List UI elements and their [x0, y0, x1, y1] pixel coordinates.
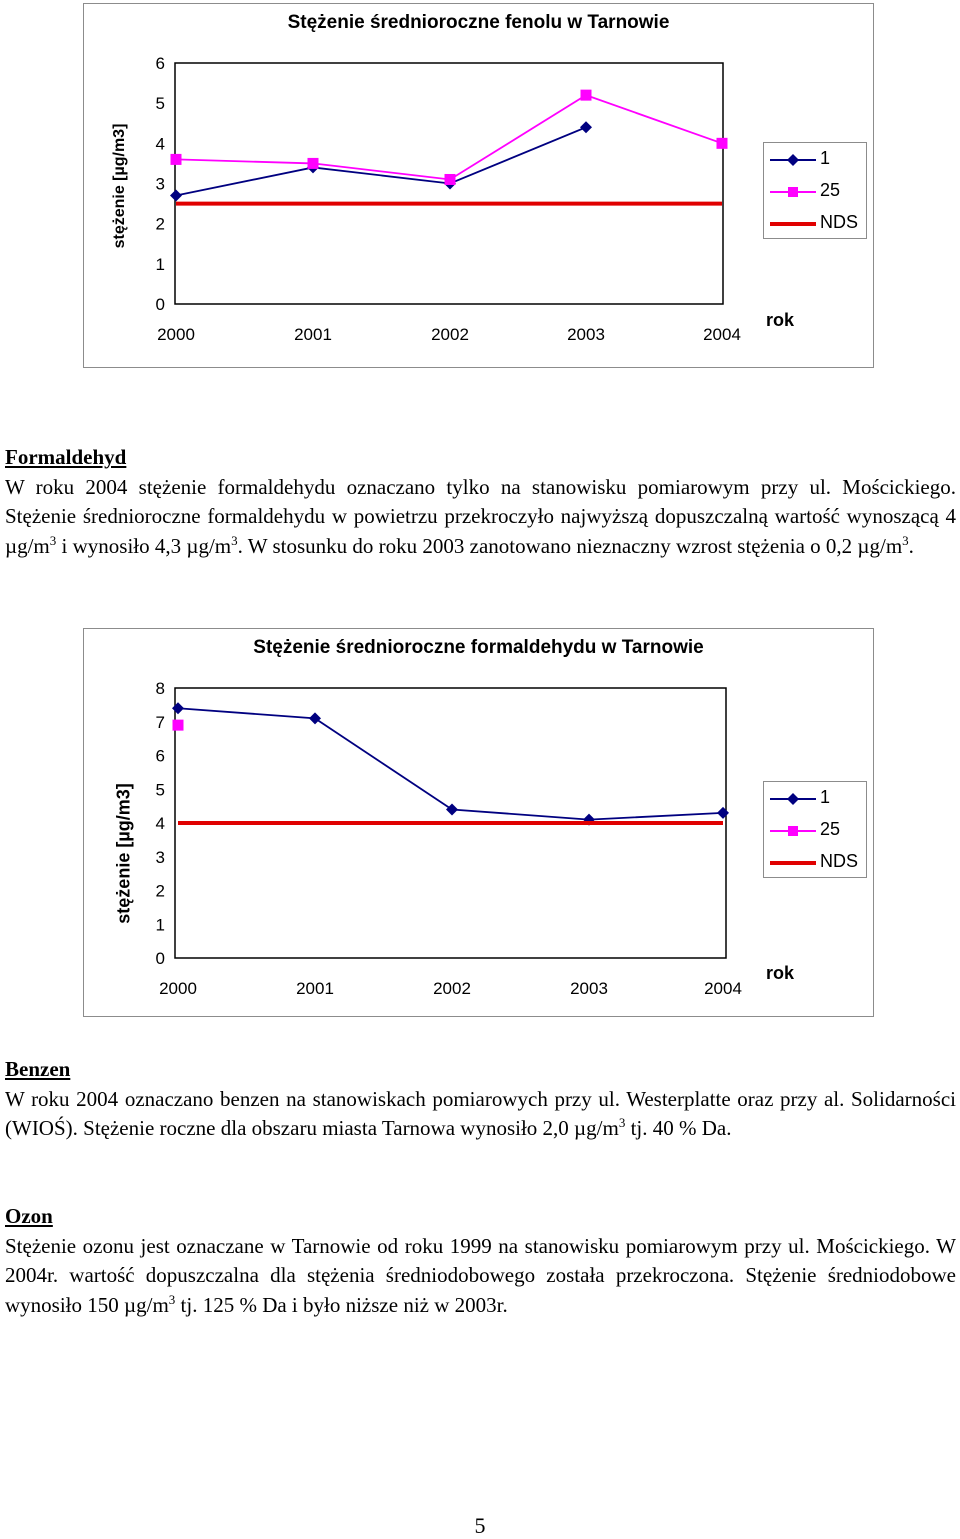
y-tick-label: 3: [155, 847, 165, 867]
x-tick-label: 2003: [567, 325, 605, 344]
paragraph-text: W roku 2004 oznaczano benzen na stanowiskach pomiarowych przy ul. Westerplatte oraz przy al. Solidarności (WIOŚ). Stężenie roczne dla obszaru miasta Tarnowa wynosiło 2,0 µg/m: [5, 1086, 956, 1140]
legend-label: NDS: [820, 851, 859, 871]
legend-item-series-25: [764, 178, 866, 206]
y-tick-label: 6: [155, 54, 165, 73]
legend-line-red: [770, 853, 816, 873]
data-point-square: [173, 720, 184, 731]
data-point-diamond: [580, 121, 592, 133]
formaldehyde-section: [5, 443, 956, 561]
formaldehyde-chart-plot: [84, 629, 875, 1018]
legend-label: NDS: [820, 212, 859, 232]
y-tick-label: 4: [155, 134, 165, 154]
y-tick-label: 1: [155, 254, 165, 274]
legend-label: 1: [820, 787, 831, 807]
superscript: 3: [49, 532, 57, 548]
x-axis-label: rok: [766, 963, 795, 983]
y-tick-label: 3: [155, 174, 165, 194]
legend-label: 25: [820, 819, 841, 839]
y-tick-label: 1: [155, 915, 165, 935]
paragraph: [5, 1085, 956, 1144]
ozone-section: [5, 1202, 956, 1320]
data-point-square: [171, 154, 182, 165]
formaldehyde-chart: [83, 628, 874, 1017]
legend-item-series-1: [764, 785, 866, 813]
phenol-chart: [83, 3, 874, 368]
data-point-square: [308, 158, 319, 169]
legend-item-series-1: [764, 146, 866, 174]
data-point-square: [717, 138, 728, 149]
phenol-chart-plot: [84, 4, 875, 369]
chart-title: Stężenie średnioroczne formaldehydu w Tarnowie: [253, 637, 704, 658]
data-point-diamond: [309, 712, 321, 724]
series-line-1: [178, 708, 723, 819]
data-point-diamond: [717, 807, 729, 819]
paragraph-text: Stężenie ozonu jest oznaczane w Tarnowie od roku 1999 na stanowisku pomiarowym przy ul. Mościckiego. W 2004r. wartość dopuszczalna dla stężenia średniodobowego została przekroczona. Stężenie średniodobowe wynosiło 150 µg/m: [5, 1233, 956, 1317]
x-tick-label: 2002: [431, 325, 469, 344]
series-line-25: [176, 95, 722, 179]
legend-line-marker-diamond: [770, 150, 816, 170]
x-tick-label: 2002: [433, 979, 471, 998]
y-tick-label: 2: [155, 881, 165, 901]
legend-line-marker-diamond: [770, 789, 816, 809]
legend-item-series-nds: [764, 210, 866, 238]
chart-legend: [763, 781, 867, 878]
y-tick-label: 5: [155, 94, 165, 114]
y-tick-label: 0: [155, 295, 165, 314]
section-heading: Formaldehyd: [5, 445, 127, 469]
legend-line-marker-square: [770, 821, 816, 841]
y-axis-label: stężenie [µg/m3]: [113, 783, 134, 924]
x-tick-label: 2004: [704, 979, 742, 998]
legend-label: 25: [820, 180, 841, 200]
data-point-diamond: [170, 190, 182, 202]
x-tick-label: 2001: [294, 325, 332, 344]
data-point-diamond: [446, 804, 458, 816]
data-point-square: [445, 174, 456, 185]
section-heading: Ozon: [5, 1204, 53, 1228]
y-tick-label: 8: [155, 679, 165, 698]
data-point-square: [581, 90, 592, 101]
x-tick-label: 2004: [703, 325, 741, 344]
paragraph-text: i wynosiło 4,3 µg/m: [56, 533, 232, 558]
paragraph-text: W roku 2004 stężenie formaldehydu oznaczano tylko na stanowisku pomiarowym przy ul. Mościckiego. Stężenie średnioroczne formaldehydu w powietrzu przekroczyło najwyższą dopuszczalną wartość wynoszącą 4 µg/m: [5, 474, 956, 558]
y-axis-label: stężenie [µg/m3]: [111, 123, 128, 249]
chart-legend: [763, 142, 867, 239]
paragraph-text: tj. 40 % Da.: [625, 1116, 732, 1140]
paragraph: [5, 473, 956, 562]
section-heading: Benzen: [5, 1057, 71, 1081]
x-tick-label: 2001: [296, 979, 334, 998]
chart-title: Stężenie średnioroczne fenolu w Tarnowie: [287, 12, 670, 33]
benzene-section: [5, 1055, 956, 1144]
superscript: 3: [618, 1115, 626, 1130]
data-point-diamond: [172, 702, 184, 714]
paragraph-text: tj. 125 % Da i było niższe niż w 2003r.: [175, 1292, 508, 1317]
y-tick-label: 5: [155, 780, 165, 800]
x-axis-label: rok: [766, 310, 795, 330]
page-number: 5: [474, 1513, 486, 1538]
legend-item-series-nds: [764, 849, 866, 877]
legend-line-red: [770, 214, 816, 234]
superscript: 3: [231, 532, 238, 548]
legend-item-series-25: [764, 817, 866, 845]
y-tick-label: 0: [155, 949, 165, 968]
y-tick-label: 4: [155, 814, 165, 833]
superscript: 3: [902, 532, 909, 548]
paragraph-text: . W stosunku do roku 2003 zanotowano nieznaczny wzrost stężenia o 0,2 µg/m: [237, 533, 903, 558]
legend-label: 1: [820, 148, 831, 168]
x-tick-label: 2000: [157, 325, 195, 344]
y-tick-label: 7: [155, 712, 165, 732]
superscript: 3: [168, 1291, 176, 1307]
paragraph: [5, 1232, 956, 1321]
y-tick-label: 2: [155, 214, 165, 234]
y-tick-label: 6: [155, 746, 165, 766]
x-tick-label: 2000: [159, 979, 197, 998]
x-tick-label: 2003: [570, 979, 608, 998]
legend-line-marker-square: [770, 182, 816, 202]
paragraph-text: .: [908, 533, 914, 558]
